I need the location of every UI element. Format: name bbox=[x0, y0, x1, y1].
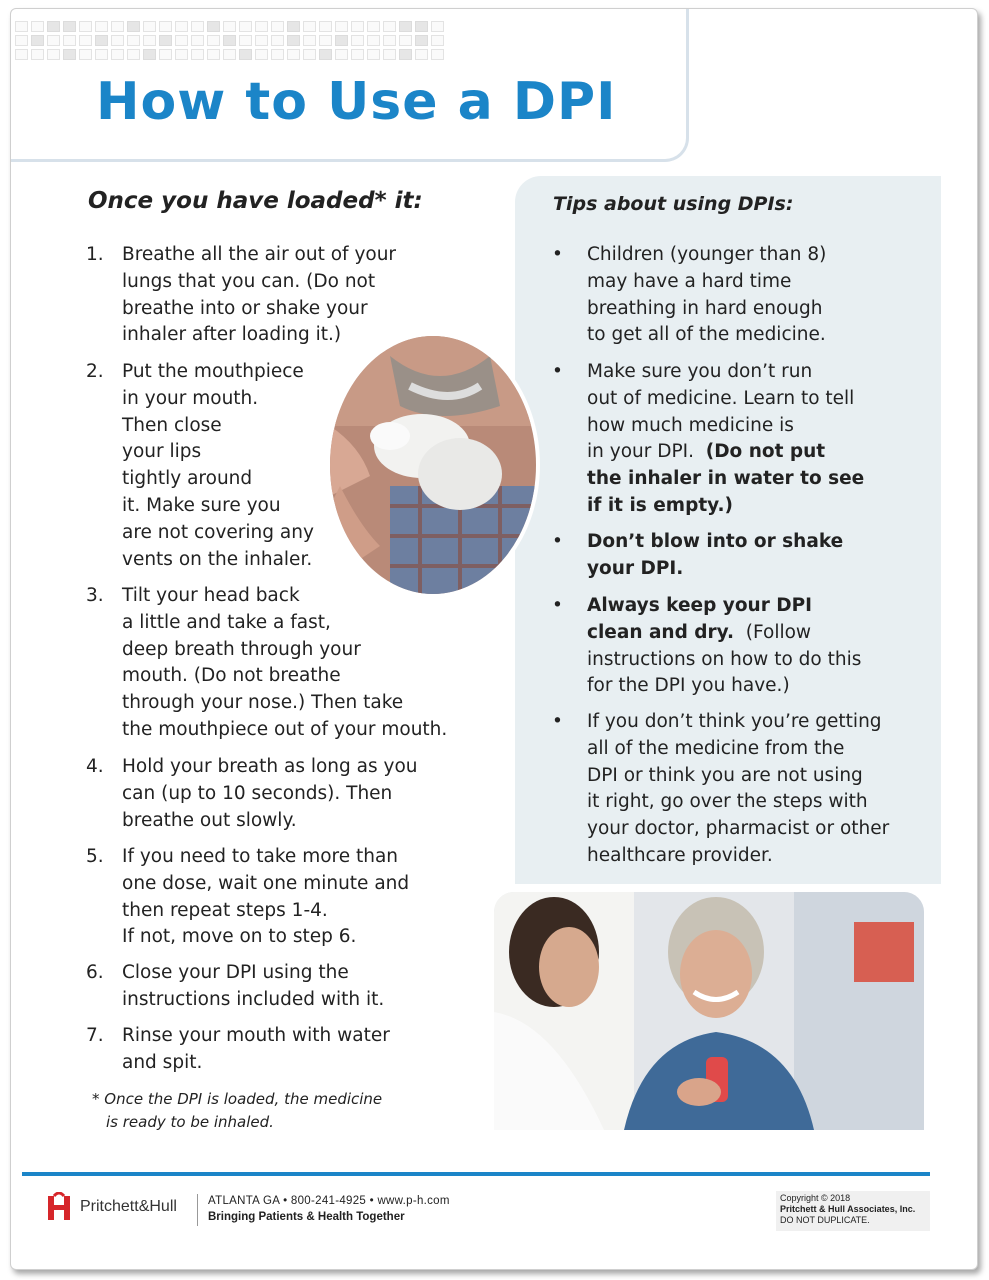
dot-grid-cell bbox=[159, 21, 172, 32]
step-text bbox=[122, 242, 396, 349]
dot-grid-cell bbox=[351, 21, 364, 32]
tip-line: if it is empty.) bbox=[587, 494, 734, 516]
dot-grid-cell bbox=[431, 21, 444, 32]
dot-grid-cell bbox=[367, 49, 380, 60]
dot-grid-cell bbox=[415, 21, 428, 32]
tip-text bbox=[587, 593, 861, 700]
dot-grid-cell bbox=[415, 49, 428, 60]
tip-text bbox=[587, 709, 889, 870]
pharmacist-patient-illustration bbox=[494, 892, 924, 1130]
dot-grid-cell bbox=[303, 35, 316, 46]
dot-grid-cell bbox=[383, 49, 396, 60]
step-number: 5. bbox=[86, 846, 104, 867]
dot-grid-cell bbox=[127, 35, 140, 46]
dot-grid-cell bbox=[399, 49, 412, 60]
dot-grid-cell bbox=[351, 49, 364, 60]
dot-grid-cell bbox=[223, 49, 236, 60]
tip-line: your doctor, pharmacist or other bbox=[587, 818, 890, 840]
page-title: How to Use a DPI bbox=[96, 72, 617, 132]
dot-grid-cell bbox=[351, 35, 364, 46]
tip-line: for the DPI you have.) bbox=[587, 675, 790, 697]
dot-grid-cell bbox=[31, 49, 44, 60]
copyright-line: Copyright © 2018 bbox=[780, 1193, 851, 1203]
dot-grid-cell bbox=[63, 35, 76, 46]
dot-grid-cell bbox=[255, 49, 268, 60]
brand-logo bbox=[46, 1192, 177, 1222]
step-line: Close your DPI using the bbox=[122, 962, 349, 983]
step-line: Tilt your head back bbox=[122, 585, 300, 606]
decorative-dot-grid bbox=[15, 21, 444, 63]
step-line: lungs that you can. (Do not bbox=[122, 270, 376, 292]
dot-grid-cell bbox=[271, 21, 284, 32]
step-line: breathe into or shake your bbox=[122, 297, 368, 319]
step-line: the mouthpiece out of your mouth. bbox=[122, 718, 448, 740]
tip-fragment-bold: (Do not put bbox=[705, 441, 826, 463]
step-number: 6. bbox=[86, 962, 104, 983]
dot-grid-cell bbox=[367, 35, 380, 46]
step-number: 2. bbox=[86, 361, 104, 382]
copyright-line: Pritchett & Hull Associates, Inc. bbox=[780, 1204, 916, 1214]
dot-grid-cell bbox=[143, 21, 156, 32]
footnote bbox=[92, 1088, 382, 1134]
tip-line: out of medicine. Learn to tell bbox=[587, 387, 855, 409]
dot-grid-cell bbox=[95, 21, 108, 32]
dot-grid-cell bbox=[175, 35, 188, 46]
dot-grid-cell bbox=[15, 21, 28, 32]
step-line: Hold your breath as long as you bbox=[122, 756, 418, 777]
dot-grid-cell bbox=[95, 35, 108, 46]
step-line: Put the mouthpiece bbox=[122, 361, 304, 382]
step-text bbox=[122, 359, 314, 573]
dot-grid-cell bbox=[239, 35, 252, 46]
step-line: If not, move on to step 6. bbox=[122, 926, 357, 948]
copyright-notice bbox=[776, 1191, 930, 1231]
dot-grid-cell bbox=[319, 21, 332, 32]
step-line: are not covering any bbox=[122, 521, 314, 543]
bullet-icon: • bbox=[552, 361, 563, 382]
tip-line: the inhaler in water to see bbox=[587, 468, 865, 490]
dot-grid-cell bbox=[319, 35, 332, 46]
steps-heading: Once you have loaded* it: bbox=[88, 188, 423, 214]
dot-grid-cell bbox=[175, 49, 188, 60]
tip-line: Make sure you don’t run bbox=[587, 361, 813, 382]
step-line: it. Make sure you bbox=[122, 494, 281, 516]
step-line: instructions included with it. bbox=[122, 988, 385, 1010]
tip-line: to get all of the medicine. bbox=[587, 324, 826, 346]
step-line: Rinse your mouth with water bbox=[122, 1025, 390, 1046]
tips-heading: Tips about using DPIs: bbox=[553, 193, 794, 215]
footer-rule bbox=[22, 1172, 930, 1176]
dot-grid-cell bbox=[255, 21, 268, 32]
dot-grid-row bbox=[15, 49, 444, 60]
tip-line: how much medicine is bbox=[587, 414, 794, 436]
step-line: mouth. (Do not breathe bbox=[122, 665, 341, 687]
dot-grid-cell bbox=[207, 49, 220, 60]
dot-grid-cell bbox=[255, 35, 268, 46]
dot-grid-row bbox=[15, 35, 444, 46]
step-number: 7. bbox=[86, 1025, 104, 1046]
dot-grid-cell bbox=[383, 35, 396, 46]
step-text bbox=[122, 1023, 390, 1077]
step-line: your lips bbox=[122, 441, 202, 463]
step-line: inhaler after loading it.) bbox=[122, 324, 342, 346]
tip-text bbox=[587, 359, 864, 520]
dot-grid-cell bbox=[207, 35, 220, 46]
dot-grid-cell bbox=[47, 35, 60, 46]
dot-grid-cell bbox=[159, 49, 172, 60]
dot-grid-cell bbox=[159, 35, 172, 46]
dot-grid-cell bbox=[271, 49, 284, 60]
footnote-line: is ready to be inhaled. bbox=[106, 1113, 274, 1131]
dot-grid-cell bbox=[319, 49, 332, 60]
dot-grid-cell bbox=[79, 35, 92, 46]
tip-fragment-bold: clean and dry. bbox=[587, 621, 735, 643]
step-line: deep breath through your bbox=[122, 638, 361, 660]
tip-text bbox=[587, 242, 826, 349]
step-line: through your nose.) Then take bbox=[122, 692, 404, 714]
dot-grid-cell bbox=[431, 35, 444, 46]
pharmacist-patient-photo bbox=[494, 892, 924, 1130]
dot-grid-cell bbox=[127, 49, 140, 60]
step-line: a little and take a fast, bbox=[122, 611, 331, 633]
tip-line: breathing in hard enough bbox=[587, 297, 823, 319]
step-line: and spit. bbox=[122, 1051, 203, 1073]
inhaler-photo bbox=[326, 332, 540, 598]
tip-line bbox=[587, 620, 861, 647]
footnote-line: * Once the DPI is loaded, the medicine bbox=[92, 1090, 383, 1108]
dot-grid-cell bbox=[287, 21, 300, 32]
dot-grid-cell bbox=[79, 49, 92, 60]
step-line: If you need to take more than bbox=[122, 846, 399, 867]
dot-grid-cell bbox=[15, 49, 28, 60]
dot-grid-cell bbox=[191, 35, 204, 46]
inhaler-photo-illustration bbox=[330, 336, 536, 594]
tip-line: Children (younger than 8) bbox=[587, 244, 827, 265]
logo-text: Pritchett&Hull bbox=[80, 1198, 177, 1215]
dot-grid-cell bbox=[111, 35, 124, 46]
step-line: one dose, wait one minute and bbox=[122, 872, 410, 894]
bullet-icon: • bbox=[552, 531, 563, 552]
dot-grid-cell bbox=[143, 35, 156, 46]
tip-line: all of the medicine from the bbox=[587, 737, 845, 759]
step-line: Breathe all the air out of your bbox=[122, 244, 397, 265]
dot-grid-cell bbox=[399, 35, 412, 46]
step-line: vents on the inhaler. bbox=[122, 548, 313, 570]
tip-line: your DPI. bbox=[587, 557, 684, 579]
dot-grid-row bbox=[15, 21, 444, 32]
dot-grid-cell bbox=[223, 21, 236, 32]
dot-grid-cell bbox=[127, 21, 140, 32]
tip-line: instructions on how to do this bbox=[587, 648, 862, 670]
tip-line: If you don’t think you’re getting bbox=[587, 711, 882, 732]
bullet-icon: • bbox=[552, 711, 563, 732]
dot-grid-cell bbox=[63, 21, 76, 32]
dot-grid-cell bbox=[415, 35, 428, 46]
contact-info: ATLANTA GA • 800-241-4925 • www.p-h.com bbox=[208, 1195, 450, 1207]
dot-grid-cell bbox=[335, 49, 348, 60]
bullet-icon: • bbox=[552, 595, 563, 616]
dot-grid-cell bbox=[191, 49, 204, 60]
footer-divider bbox=[197, 1194, 198, 1226]
step-line: then repeat steps 1-4. bbox=[122, 899, 328, 921]
dot-grid-cell bbox=[287, 49, 300, 60]
tip-line: Always keep your DPI bbox=[587, 595, 813, 616]
tip-line: it right, go over the steps with bbox=[587, 791, 868, 813]
dot-grid-cell bbox=[111, 49, 124, 60]
step-text bbox=[122, 960, 384, 1014]
tip-text bbox=[587, 529, 843, 583]
dot-grid-cell bbox=[63, 49, 76, 60]
tip-fragment: in your DPI. bbox=[587, 441, 706, 463]
step-line: Then close bbox=[122, 414, 222, 436]
dot-grid-cell bbox=[383, 21, 396, 32]
tip-line: DPI or think you are not using bbox=[587, 764, 863, 786]
dot-grid-cell bbox=[271, 35, 284, 46]
dot-grid-cell bbox=[399, 21, 412, 32]
step-text bbox=[122, 754, 418, 834]
step-line: can (up to 10 seconds). Then bbox=[122, 782, 393, 804]
tip-line: may have a hard time bbox=[587, 270, 792, 292]
pritchett-hull-logo-icon bbox=[46, 1192, 76, 1222]
step-line: tightly around bbox=[122, 468, 253, 490]
dot-grid-cell bbox=[111, 21, 124, 32]
dot-grid-cell bbox=[367, 21, 380, 32]
dot-grid-cell bbox=[303, 21, 316, 32]
dot-grid-cell bbox=[47, 49, 60, 60]
dot-grid-cell bbox=[335, 35, 348, 46]
dot-grid-cell bbox=[47, 21, 60, 32]
tip-line bbox=[587, 439, 864, 466]
step-number: 4. bbox=[86, 756, 104, 777]
dot-grid-cell bbox=[239, 49, 252, 60]
tip-line: healthcare provider. bbox=[587, 844, 773, 866]
dot-grid-cell bbox=[31, 35, 44, 46]
dot-grid-cell bbox=[303, 49, 316, 60]
dot-grid-cell bbox=[287, 35, 300, 46]
dot-grid-cell bbox=[191, 21, 204, 32]
copyright-line: DO NOT DUPLICATE. bbox=[780, 1215, 870, 1225]
dot-grid-cell bbox=[95, 49, 108, 60]
step-number: 3. bbox=[86, 585, 104, 606]
dot-grid-cell bbox=[31, 21, 44, 32]
tip-line: Don’t blow into or shake bbox=[587, 531, 844, 552]
step-number: 1. bbox=[86, 244, 104, 265]
dot-grid-cell bbox=[175, 21, 188, 32]
step-line: breathe out slowly. bbox=[122, 809, 297, 831]
dot-grid-cell bbox=[207, 21, 220, 32]
tip-fragment: (Follow bbox=[734, 621, 812, 643]
step-text bbox=[122, 844, 409, 951]
tagline: Bringing Patients & Health Together bbox=[208, 1211, 405, 1223]
dot-grid-cell bbox=[223, 35, 236, 46]
dot-grid-cell bbox=[79, 21, 92, 32]
dot-grid-cell bbox=[335, 21, 348, 32]
dot-grid-cell bbox=[431, 49, 444, 60]
dot-grid-cell bbox=[239, 21, 252, 32]
step-text bbox=[122, 583, 447, 744]
dot-grid-cell bbox=[15, 35, 28, 46]
step-line: in your mouth. bbox=[122, 387, 259, 409]
bullet-icon: • bbox=[552, 244, 563, 265]
dot-grid-cell bbox=[143, 49, 156, 60]
